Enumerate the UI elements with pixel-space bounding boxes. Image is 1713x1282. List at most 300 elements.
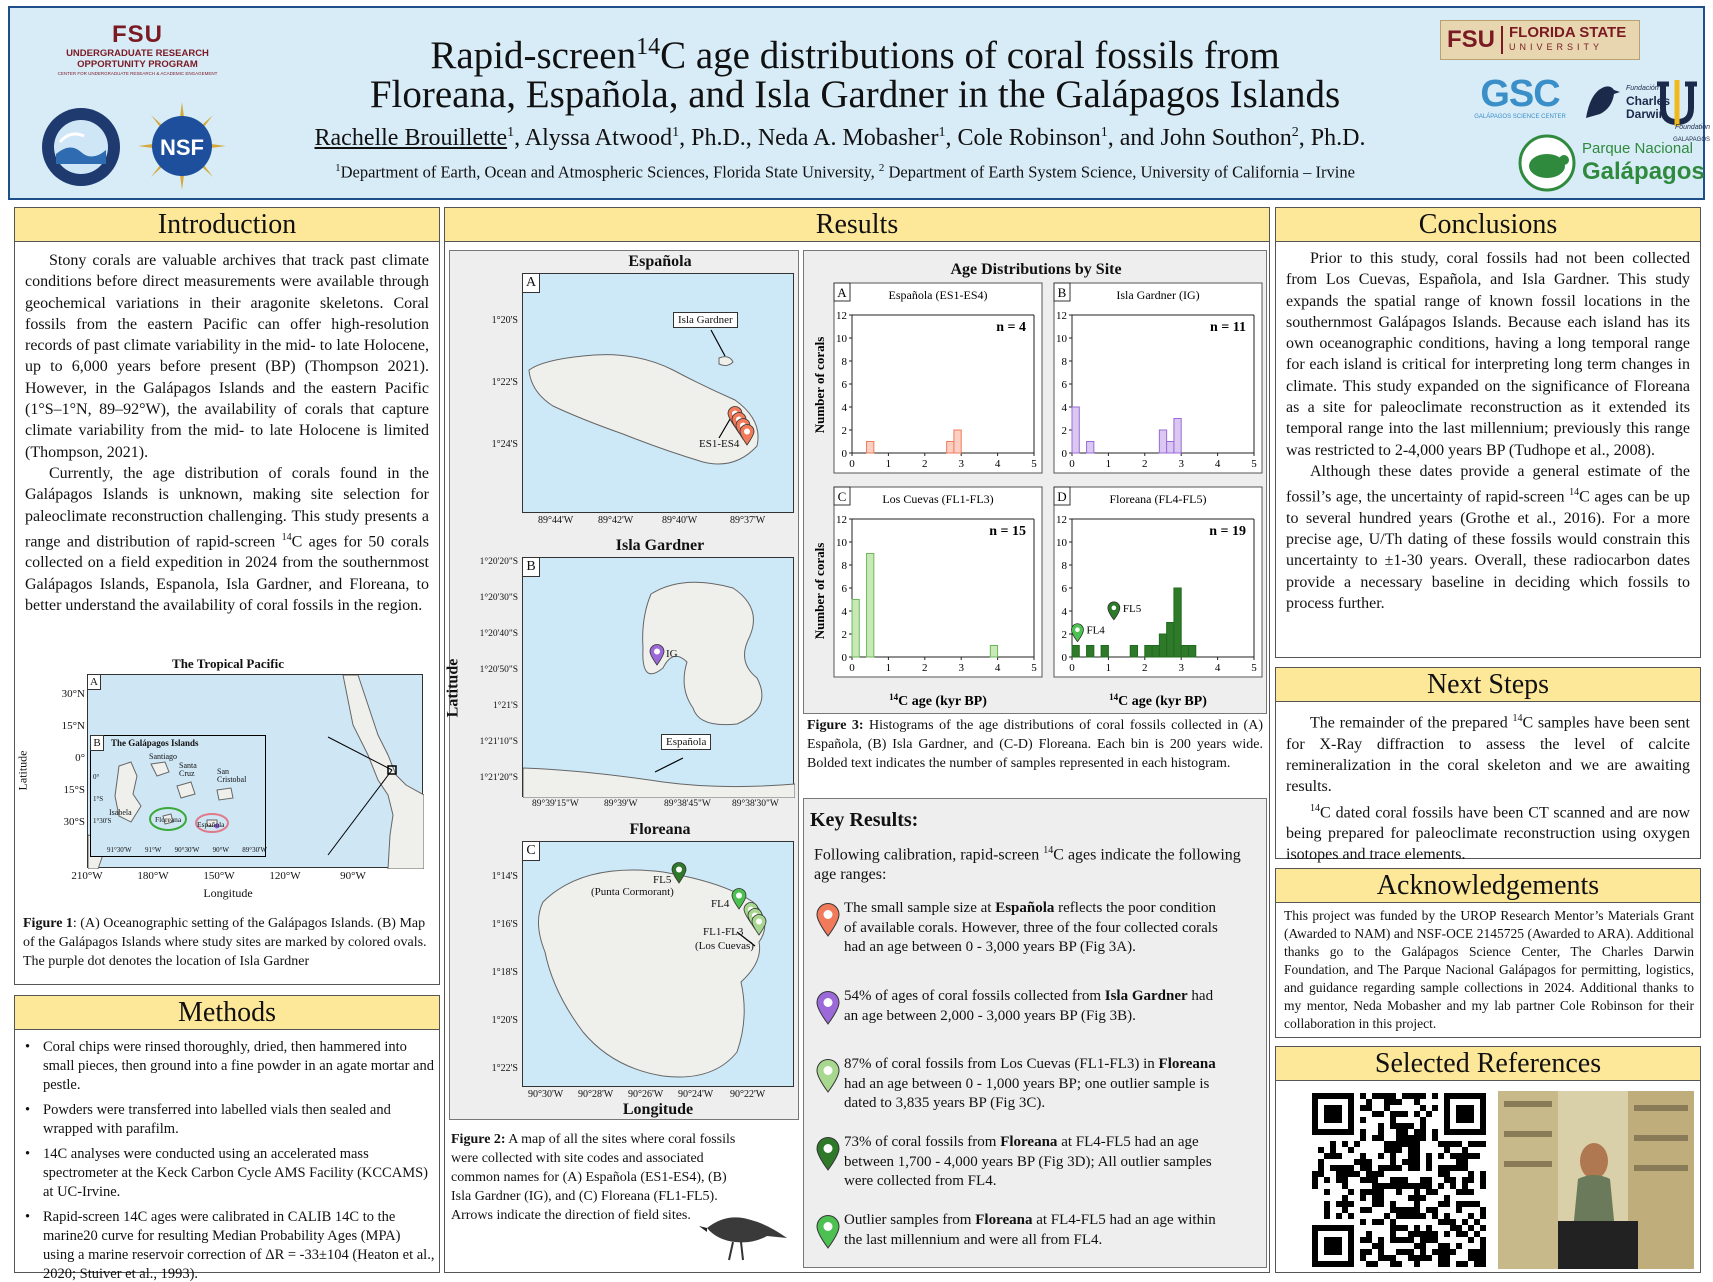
y-tick-label: 12	[836, 514, 847, 526]
espanola-xtick: 89°37'W	[730, 515, 766, 526]
panel-label: D	[1057, 489, 1067, 504]
x-tick-label: 4	[994, 458, 1001, 470]
map-pin-icon	[671, 862, 687, 889]
concl-p2-sup: 14	[1569, 487, 1580, 499]
sample-count-label: n = 11	[1210, 320, 1246, 335]
y-tick-label: 2	[841, 425, 847, 437]
espanola-map-svg	[523, 274, 795, 514]
author-name: Alyssa Atwood	[520, 125, 673, 151]
gardner-yticks	[452, 557, 520, 797]
gsc-sub: GALÁPAGOS SCIENCE CENTER	[1474, 114, 1566, 120]
fig1-ytick: 15°S	[63, 784, 85, 796]
methods-item: • Rapid-screen 14C ages were calibrated in CALIB 14C to the marine20 curve for resulting Median Probability Ages (MPA) using a marine reservoir correction of ΔR = -33±104 (Heaton et al., 2020; Stuiver et al., 1993).	[17, 1208, 435, 1282]
x-tick-label: 3	[958, 458, 964, 470]
conclusions-text	[1286, 248, 1690, 614]
histogram-bar	[1167, 623, 1174, 658]
key-result-item	[844, 899, 1224, 958]
inset-ytick: 1°S	[93, 795, 104, 803]
key-result-text: The small sample size at	[844, 900, 996, 916]
panel-frame	[834, 283, 1042, 473]
floreana-xtick: 90°28'W	[578, 1089, 614, 1100]
aff1-sup: 1	[335, 162, 341, 174]
gardner-ytick: 1°20'20"S	[479, 557, 518, 567]
inset-label-floreana: Floreana	[155, 815, 182, 824]
fsu-urop-logo	[50, 22, 225, 77]
key-result-bold: Isla Gardner	[1104, 988, 1188, 1004]
key-result-text: 54% of ages of coral fossils collected from	[844, 988, 1105, 1004]
y-tick-label: 10	[836, 537, 847, 549]
title-line1-b: C age distributions of coral fossils from	[660, 34, 1280, 77]
fig1-xtick: 210°W	[71, 870, 103, 882]
floreana-ytick: 1°14'S	[491, 871, 518, 882]
fl5-label: FL5	[653, 874, 672, 886]
map-panel-a: A	[522, 273, 540, 293]
key-result-bold: Floreana	[1158, 1056, 1216, 1072]
conclusions-paragraph-1: Prior to this study, coral fossils had not been collected from Los Cuevas, Española, and Isla Gardner. This study expands the spatial range of known fossil locations in the southernmost Galápagos Islands. Because each island has its own oceanographic conditions, having a long temporal range for each island is critical for interpreting long term changes in climate. This study expanded on the significance of Floreana as a site for paleoclimate reconstruction as it extended its temporal range into the last millennium; previously this range was restricted to 2-4,000 years BP (Tudhope et al., 2008).	[1286, 250, 1690, 459]
author-name: Rachelle Brouillette	[314, 125, 508, 151]
author-suffix: ,	[514, 125, 521, 151]
x-tick-label: 4	[1214, 662, 1221, 674]
x-tick-label: 0	[1069, 662, 1075, 674]
y-tick-label: 10	[1056, 537, 1067, 549]
gardner-map	[522, 557, 794, 797]
inset-xticks	[107, 846, 267, 854]
y-tick-label: 0	[1061, 652, 1067, 664]
ns-p1-a: The remainder of the prepared	[1310, 714, 1513, 732]
inset-title: The Galápagos Islands	[111, 738, 199, 748]
fig1-ytick: 30°S	[63, 816, 85, 828]
floreana-ytick: 1°16'S	[491, 919, 518, 930]
key-result-text: had an age between 2,000 - 3,000 years BP (Fig 3B).	[844, 988, 1214, 1024]
fig1-xtick: 180°W	[137, 870, 169, 882]
hist-xlabel-text: C age (kyr BP)	[898, 694, 987, 709]
references-panel	[1275, 1046, 1701, 1273]
santa-cruz-island	[177, 782, 195, 798]
fig1-xtick: 150°W	[203, 870, 235, 882]
key-result-text: Outlier samples from	[844, 1212, 976, 1228]
nsf-text: NSF	[160, 135, 204, 160]
fsu-urop-mark: FSU	[112, 21, 163, 48]
histogram-bar	[1159, 430, 1166, 453]
histogram-panel-c	[834, 487, 1042, 677]
hist-xlabel	[1109, 692, 1207, 709]
next-steps-heading: Next Steps	[1276, 668, 1700, 702]
intro-paragraph-1: Stony corals are valuable archives that track past climate conditions before direct measurements were available through geochemical variations in their aragonite skeletons. Coral fossils from the eastern Pacific can offer high-resolution records of past climate variability in the mid- to late Holocene, up to 6,000 years before present (BP) (Thompson 2021). However, in the Galápagos Islands and the eastern Pacific (1°S–1°N, 89–92°W), the availability of corals that capture climate variability from the mid- to late Holocene is limited (Thompson, 2021).	[25, 252, 429, 461]
tortoise-icon	[1518, 134, 1576, 192]
x-tick-label: 1	[885, 662, 892, 674]
x-tick-label: 0	[849, 458, 855, 470]
y-tick-label: 4	[1061, 606, 1067, 618]
fig2-caption-text: A map of all the sites where coral fossils were collected with site codes and associated common names for (A) Española (ES1-ES4), (B) Isla Gardner (IG), and (C) Floreana (FL1-FL5). Arrows indicate the direction of field sites.	[451, 1132, 736, 1223]
histogram-bar	[947, 442, 954, 454]
figure-3-histograms	[803, 250, 1267, 714]
key-result-text: had an age between 0 - 1,000 years BP; one outlier sample is dated to 3,835 years BP (Fig 3C).	[844, 1075, 1210, 1111]
histogram-bar	[1181, 646, 1188, 658]
key-results-box	[803, 798, 1267, 1268]
figure-1-caption	[23, 914, 433, 971]
intro-paragraph-2	[25, 463, 429, 616]
ns-p1-b: C samples have been sent for X-Ray diffraction to assess the level of calcite remineralization in the coral skeleton and we are awaiting results.	[1286, 714, 1690, 796]
panel-site-name: Los Cuevas (FL1-FL3)	[882, 492, 994, 506]
espanola-ytick: 1°22'S	[491, 377, 518, 388]
map-pin-icon	[649, 644, 665, 671]
panel-site-name: Floreana (FL4-FL5)	[1109, 492, 1207, 506]
hist-ylabel-bottom: Number of corals	[812, 542, 827, 640]
legend-pin-dot	[1075, 627, 1080, 632]
next-steps-paragraph-1	[1286, 708, 1690, 798]
y-tick-label: 2	[841, 629, 847, 641]
x-tick-label: 3	[1178, 662, 1184, 674]
fig1-caption-text: : (A) Oceanographic setting of the Galápagos Islands. (B) Map of the Galápagos Islands where study sites are marked by colored ovals. The purple dot denotes the location of Isla Gardner	[23, 916, 427, 969]
key-result-bold: Floreana	[1000, 1134, 1058, 1150]
fl1-fl3-sub-label: (Los Cuevas)	[695, 940, 754, 952]
methods-item: • Coral chips were rinsed thoroughly, dried, then hammered into small pieces, then ground into a fine powder in an agate mortar and pestle.	[17, 1038, 435, 1095]
author-name: Neda A. Mobasher	[751, 125, 939, 151]
san-cristobal-island	[217, 788, 233, 800]
inset-ytick: 1°30'S	[93, 817, 112, 825]
fig3-caption-bold: Figure 3:	[807, 718, 864, 733]
legend-pin-dot	[1112, 606, 1117, 611]
inset-xtick: 91°30'W	[107, 846, 132, 854]
y-tick-label: 0	[1061, 448, 1067, 460]
affiliations	[230, 162, 1460, 183]
fsu-urop-line2: OPPORTUNITY PROGRAM	[77, 59, 198, 70]
histogram-bar	[1174, 588, 1181, 657]
fl1-fl3-label: FL1-FL3	[703, 926, 744, 938]
acknowledgements-text: This project was funded by the UROP Research Mentor’s Materials Grant (Awarded to NAM) and NSF-OCE 2145725 (Awarded to ARA). Additional thanks go to the Galápagos Science Center, The Charles Darwin Foundation, and The Parque Nacional Galápagos for permitting, logistics, and guidance regarding sample collections in 2024. Additional thanks to my mentor, Neda Mobasher and my lab partner Cole Robinson for their collaboration in this project.	[1284, 908, 1694, 1031]
methods-heading: Methods	[15, 996, 439, 1030]
eoas-seal-logo	[40, 106, 122, 188]
uci-logo	[1655, 18, 1699, 68]
author-affiliation-sup: 1	[507, 125, 515, 140]
figure-3-caption	[807, 716, 1263, 773]
gardner-ytick: 1°21'S	[492, 701, 518, 711]
references-qr-code[interactable]	[1312, 1093, 1486, 1267]
fig1-ytick: 0°	[75, 752, 85, 764]
x-tick-label: 1	[1105, 458, 1112, 470]
poster-title-line1	[290, 24, 1420, 79]
x-tick-label: 2	[922, 458, 928, 470]
poster-title-line2: Floreana, Española, and Isla Gardner in the Galápagos Islands	[369, 73, 1341, 116]
acknowledgements-panel	[1275, 868, 1701, 1038]
fig1-title: The Tropical Pacific	[172, 656, 284, 671]
methods-item: • Powders were transferred into labelled vials then sealed and wrapped with parafilm.	[17, 1101, 435, 1139]
espanola-ytick: 1°20'S	[491, 315, 518, 326]
fig1-ytick: 30°N	[61, 688, 85, 700]
y-tick-label: 4	[1061, 402, 1067, 414]
y-tick-label: 10	[1056, 333, 1067, 345]
figure-2-maps	[444, 250, 799, 1120]
hist-xlabel	[889, 692, 987, 709]
bird-icon	[1580, 78, 1622, 124]
floreana-yticks	[468, 841, 520, 1087]
fig1-panel-a: A	[87, 674, 101, 690]
y-tick-label: 6	[1061, 583, 1067, 595]
floreana-xtick: 90°24'W	[678, 1089, 714, 1100]
cdf-pre: Fundación	[1626, 85, 1659, 92]
histogram-bar	[1130, 646, 1137, 658]
results-panel	[444, 207, 1270, 1273]
ns-p2-sup: 14	[1310, 802, 1320, 814]
author-suffix: , and	[1107, 125, 1155, 151]
panel-site-name: Española (ES1-ES4)	[888, 288, 988, 302]
histogram-chart	[804, 251, 1268, 715]
y-tick-label: 4	[841, 606, 847, 618]
sample-count-label: n = 4	[996, 320, 1026, 335]
y-tick-label: 8	[841, 560, 847, 572]
histogram-bar	[1101, 646, 1108, 658]
x-tick-label: 5	[1031, 662, 1037, 674]
inset-xtick: 90°30'W	[174, 846, 200, 854]
y-tick-label: 12	[836, 310, 847, 322]
methods-list	[17, 1038, 435, 1282]
inset-label-santiago: Santiago	[149, 752, 177, 761]
histogram-panel-d	[1054, 487, 1262, 677]
next-steps-paragraph-2	[1286, 798, 1690, 866]
y-tick-label: 8	[1061, 356, 1067, 368]
inset-yticks	[93, 766, 111, 832]
fsu-urop-line1: UNDERGRADUATE RESEARCH	[66, 48, 209, 59]
x-tick-label: 3	[958, 662, 964, 674]
legend-label: FL4	[1086, 624, 1105, 637]
fig1-ytick: 15°N	[61, 720, 85, 732]
methods-item: • 14C analyses were conducted using an accelerated mass spectrometer at the Keck Carbon Cycle AMS Facility (KCCAMS) at UC-Irvine.	[17, 1145, 435, 1202]
sample-count-label: n = 15	[989, 524, 1026, 539]
espanola-yticks	[468, 273, 520, 513]
gardner-site-label: IG	[666, 648, 678, 660]
gardner-callout-espanola: Española	[661, 734, 711, 750]
concl-p2-a: Although these dates provide a general estimate of the fossil’s age, the uncertainty of rapid-screen	[1286, 462, 1690, 506]
introduction-heading: Introduction	[15, 208, 439, 242]
y-tick-label: 2	[1061, 425, 1067, 437]
key-results-heading: Key Results:	[810, 809, 919, 831]
map-panel-c: C	[522, 841, 540, 861]
fig1-xtick: 120°W	[269, 870, 301, 882]
x-tick-label: 0	[1069, 458, 1075, 470]
references-heading: Selected References	[1276, 1047, 1700, 1081]
x-tick-label: 5	[1031, 458, 1037, 470]
y-tick-label: 0	[841, 448, 847, 460]
key-result-item	[844, 1133, 1224, 1192]
ns-p2: C dated coral fossils have been CT scanned and are now being prepared for paleoclimate reconstruction using oxygen isotopes and trace elements.	[1286, 803, 1690, 864]
gsc-logo	[1460, 74, 1580, 120]
key-intro-b: C ages indicate the following age ranges:	[814, 846, 1241, 884]
key-result-bold: Floreana	[975, 1212, 1033, 1228]
key-result-item	[844, 1055, 1224, 1114]
x-tick-label: 5	[1251, 458, 1257, 470]
figure-1	[15, 656, 433, 920]
floreana-map	[522, 841, 794, 1087]
pn-line2: Galápagos	[1582, 158, 1705, 185]
fsu-logo-name: FLORIDA STATE	[1509, 24, 1627, 41]
histogram-bar	[1087, 442, 1094, 454]
gardner-map-title: Isla Gardner	[615, 537, 705, 554]
inset-label-isabela: Isabela	[109, 808, 132, 817]
author-affiliation-sup: 2	[1291, 125, 1299, 140]
gardner-ytick: 1°20'40"S	[479, 629, 518, 639]
y-tick-label: 4	[841, 402, 847, 414]
affiliation-2: Department of Earth System Science, University of California – Irvine	[888, 162, 1355, 182]
cdf-sub: GALAPAGOS	[1673, 137, 1710, 143]
author-name: John Southon	[1154, 125, 1292, 151]
floreana-xtick: 90°30'W	[528, 1089, 564, 1100]
key-result-pin-icon	[816, 903, 840, 937]
hist-title: Age Distributions by Site	[950, 261, 1122, 278]
key-result-text: at FL4-FL5 had an age between 1,700 - 4,000 years BP (Fig 3D); All outlier samples were collected from FL4.	[844, 1134, 1212, 1189]
espanola-xtick: 89°40'W	[662, 515, 698, 526]
fsu-logo-mark: FSU	[1441, 26, 1503, 54]
espanola-site-label: ES1-ES4	[699, 438, 740, 450]
x-tick-label: 5	[1251, 662, 1257, 674]
panel-label: A	[837, 285, 847, 300]
maps-xlabel: Longitude	[622, 1101, 694, 1118]
histogram-bar	[1072, 646, 1079, 658]
y-tick-label: 2	[1061, 629, 1067, 641]
title-line1-sup: 14	[636, 34, 661, 60]
histogram-bar	[1174, 419, 1181, 454]
espanola-ytick: 1°24'S	[491, 439, 518, 450]
galapagos-inset-svg	[91, 736, 267, 858]
author-suffix: , Ph.D.,	[679, 125, 752, 151]
concl-p2-b: C ages can be up to several hundred years (Grothe et al., 2016). For a more precise age, U/Th dating of these fossils would constrain this uncertainty to ±1-30 years. Overall, these radiocarbon dates provide a necessary baseline in deciding which fossils to process further.	[1286, 488, 1691, 613]
hist-xlabel-sup: 14	[889, 692, 899, 702]
x-tick-label: 4	[994, 662, 1001, 674]
results-heading: Results	[445, 208, 1269, 242]
key-result-pin-icon	[816, 1137, 840, 1171]
key-results-intro	[814, 841, 1254, 885]
hist-ylabel-top: Number of corals	[812, 336, 827, 434]
fig1-caption-bold: Figure 1	[23, 916, 73, 931]
affiliation-1: Department of Earth, Ocean and Atmospheric Sciences, Florida State University,	[340, 162, 875, 182]
conclusions-panel	[1275, 207, 1701, 658]
floreana-ytick: 1°22'S	[491, 1063, 518, 1074]
key-result-pin-icon	[816, 991, 840, 1025]
americas-landmass	[343, 675, 424, 869]
methods-panel	[14, 995, 440, 1282]
y-tick-label: 0	[841, 652, 847, 664]
fig3-caption-text: Histograms of the age distributions of coral fossils collected in (A) Española, (B) Isla Gardner, and (C-D) Floreana. Each bin is 200 years wide. Bolded text indicates the number of samples represented in each histogram.	[807, 718, 1263, 771]
title-line1-a: Rapid-screen	[430, 34, 637, 77]
x-tick-label: 3	[1178, 458, 1184, 470]
gsc-text: GSC	[1480, 73, 1560, 115]
inset-label-san-cristobal: San Cristobal	[217, 767, 247, 784]
panel-frame	[834, 487, 1042, 677]
espanola-xtick: 89°44'W	[538, 515, 574, 526]
espanola-coast	[523, 768, 795, 798]
x-tick-label: 1	[1105, 662, 1112, 674]
panel-frame	[1054, 283, 1262, 473]
gardner-ytick: 1°20'30"S	[479, 593, 518, 603]
gardner-xtick: 89°38'30"W	[732, 799, 779, 809]
fsu-urop-line3: CENTER FOR UNDERGRADUATE RESEARCH & ACADEMIC ENGAGEMENT	[57, 71, 218, 76]
fig1-xtick: 90°W	[340, 870, 366, 882]
author-suffix: , Ph.D.	[1298, 125, 1366, 151]
histogram-bar	[1167, 442, 1174, 454]
galapagos-inset-map	[90, 735, 266, 857]
histogram-bar	[867, 442, 874, 454]
map-pin-icon	[739, 424, 755, 451]
y-tick-label: 10	[836, 333, 847, 345]
fsu-logo	[1440, 20, 1640, 60]
histogram-bar	[1159, 634, 1166, 657]
y-tick-label: 6	[1061, 379, 1067, 391]
panel-site-name: Isla Gardner (IG)	[1116, 288, 1200, 302]
gardner-xtick: 89°39'W	[604, 799, 638, 809]
histogram-bar	[954, 430, 961, 453]
floreana-map-title: Floreana	[629, 821, 691, 838]
x-tick-label: 2	[1142, 662, 1148, 674]
poster-header	[8, 6, 1710, 200]
fl4-label: FL4	[711, 898, 730, 910]
hist-xlabel-text: C age (kyr BP)	[1118, 694, 1207, 709]
y-tick-label: 6	[841, 379, 847, 391]
map-pin-icon	[751, 914, 767, 941]
introduction-text	[25, 250, 429, 616]
fig1-panel-b: B	[90, 735, 104, 751]
gardner-map-svg	[523, 558, 795, 798]
floreana-ytick: 1°18'S	[491, 967, 518, 978]
author-affiliation-sup: 1	[1100, 125, 1108, 140]
x-tick-label: 0	[849, 662, 855, 674]
nsf-logo	[138, 102, 226, 190]
fl5-sub-label: (Punta Cormorant)	[591, 886, 674, 898]
fsu-logo-sub: UNIVERSITY	[1509, 42, 1604, 52]
floreana-ytick: 1°20'S	[491, 1015, 518, 1026]
histogram-panel-b	[1054, 283, 1262, 473]
panel-label: C	[837, 489, 847, 504]
key-result-text: 73% of coral fossils from	[844, 1134, 1001, 1150]
key-result-item	[844, 987, 1224, 1026]
histogram-panel-a	[834, 283, 1042, 473]
author-name: Cole Robinson	[951, 125, 1101, 151]
inset-xtick: 91°W	[144, 846, 162, 854]
x-tick-label: 2	[1142, 458, 1148, 470]
key-result-pin-icon	[816, 1059, 840, 1093]
key-result-text: 87% of coral fossils from Los Cuevas (FL1-FL3) in	[844, 1056, 1159, 1072]
floreana-xtick: 90°22'W	[730, 1089, 766, 1100]
y-tick-label: 12	[1056, 310, 1067, 322]
espanola-xtick: 89°42'W	[598, 515, 634, 526]
inset-ytick: 0°	[93, 773, 100, 781]
cdf-post: Foundation	[1674, 124, 1710, 131]
intro-p2-sup: 14	[281, 531, 292, 543]
gardner-ytick: 1°21'10"S	[479, 737, 518, 747]
map-panel-b: B	[522, 557, 540, 577]
gardner-xtick: 89°39'15"W	[532, 799, 579, 809]
y-tick-label: 8	[1061, 560, 1067, 572]
x-tick-label: 2	[922, 662, 928, 674]
author-affiliation-sup: 1	[938, 125, 946, 140]
next-steps-text	[1286, 708, 1690, 866]
intro-p2-a: Currently, the age distribution of corals found in the Galápagos Islands is unknown, making site selection for paleoclimate reconstruction challenging. This study presents a range and distribution of rapid-screen	[25, 464, 429, 551]
introduction-panel	[14, 207, 440, 985]
author-suffix: ,	[945, 125, 952, 151]
ns-p1-sup: 14	[1512, 713, 1523, 724]
floreana-xtick: 90°26'W	[628, 1089, 664, 1100]
gardner-ytick: 1°20'50"S	[479, 665, 518, 675]
author-affiliation-sup: 1	[672, 125, 680, 140]
panel-label: B	[1057, 285, 1067, 300]
histogram-bar	[990, 646, 997, 658]
conclusions-heading: Conclusions	[1276, 208, 1700, 242]
x-tick-label: 1	[885, 458, 892, 470]
histogram-bar	[1188, 646, 1195, 658]
next-steps-panel	[1275, 667, 1701, 864]
researcher-photo	[1498, 1091, 1694, 1269]
bird-illustration	[697, 1198, 793, 1266]
y-tick-label: 8	[841, 356, 847, 368]
espanola-map-title: Española	[628, 253, 692, 270]
